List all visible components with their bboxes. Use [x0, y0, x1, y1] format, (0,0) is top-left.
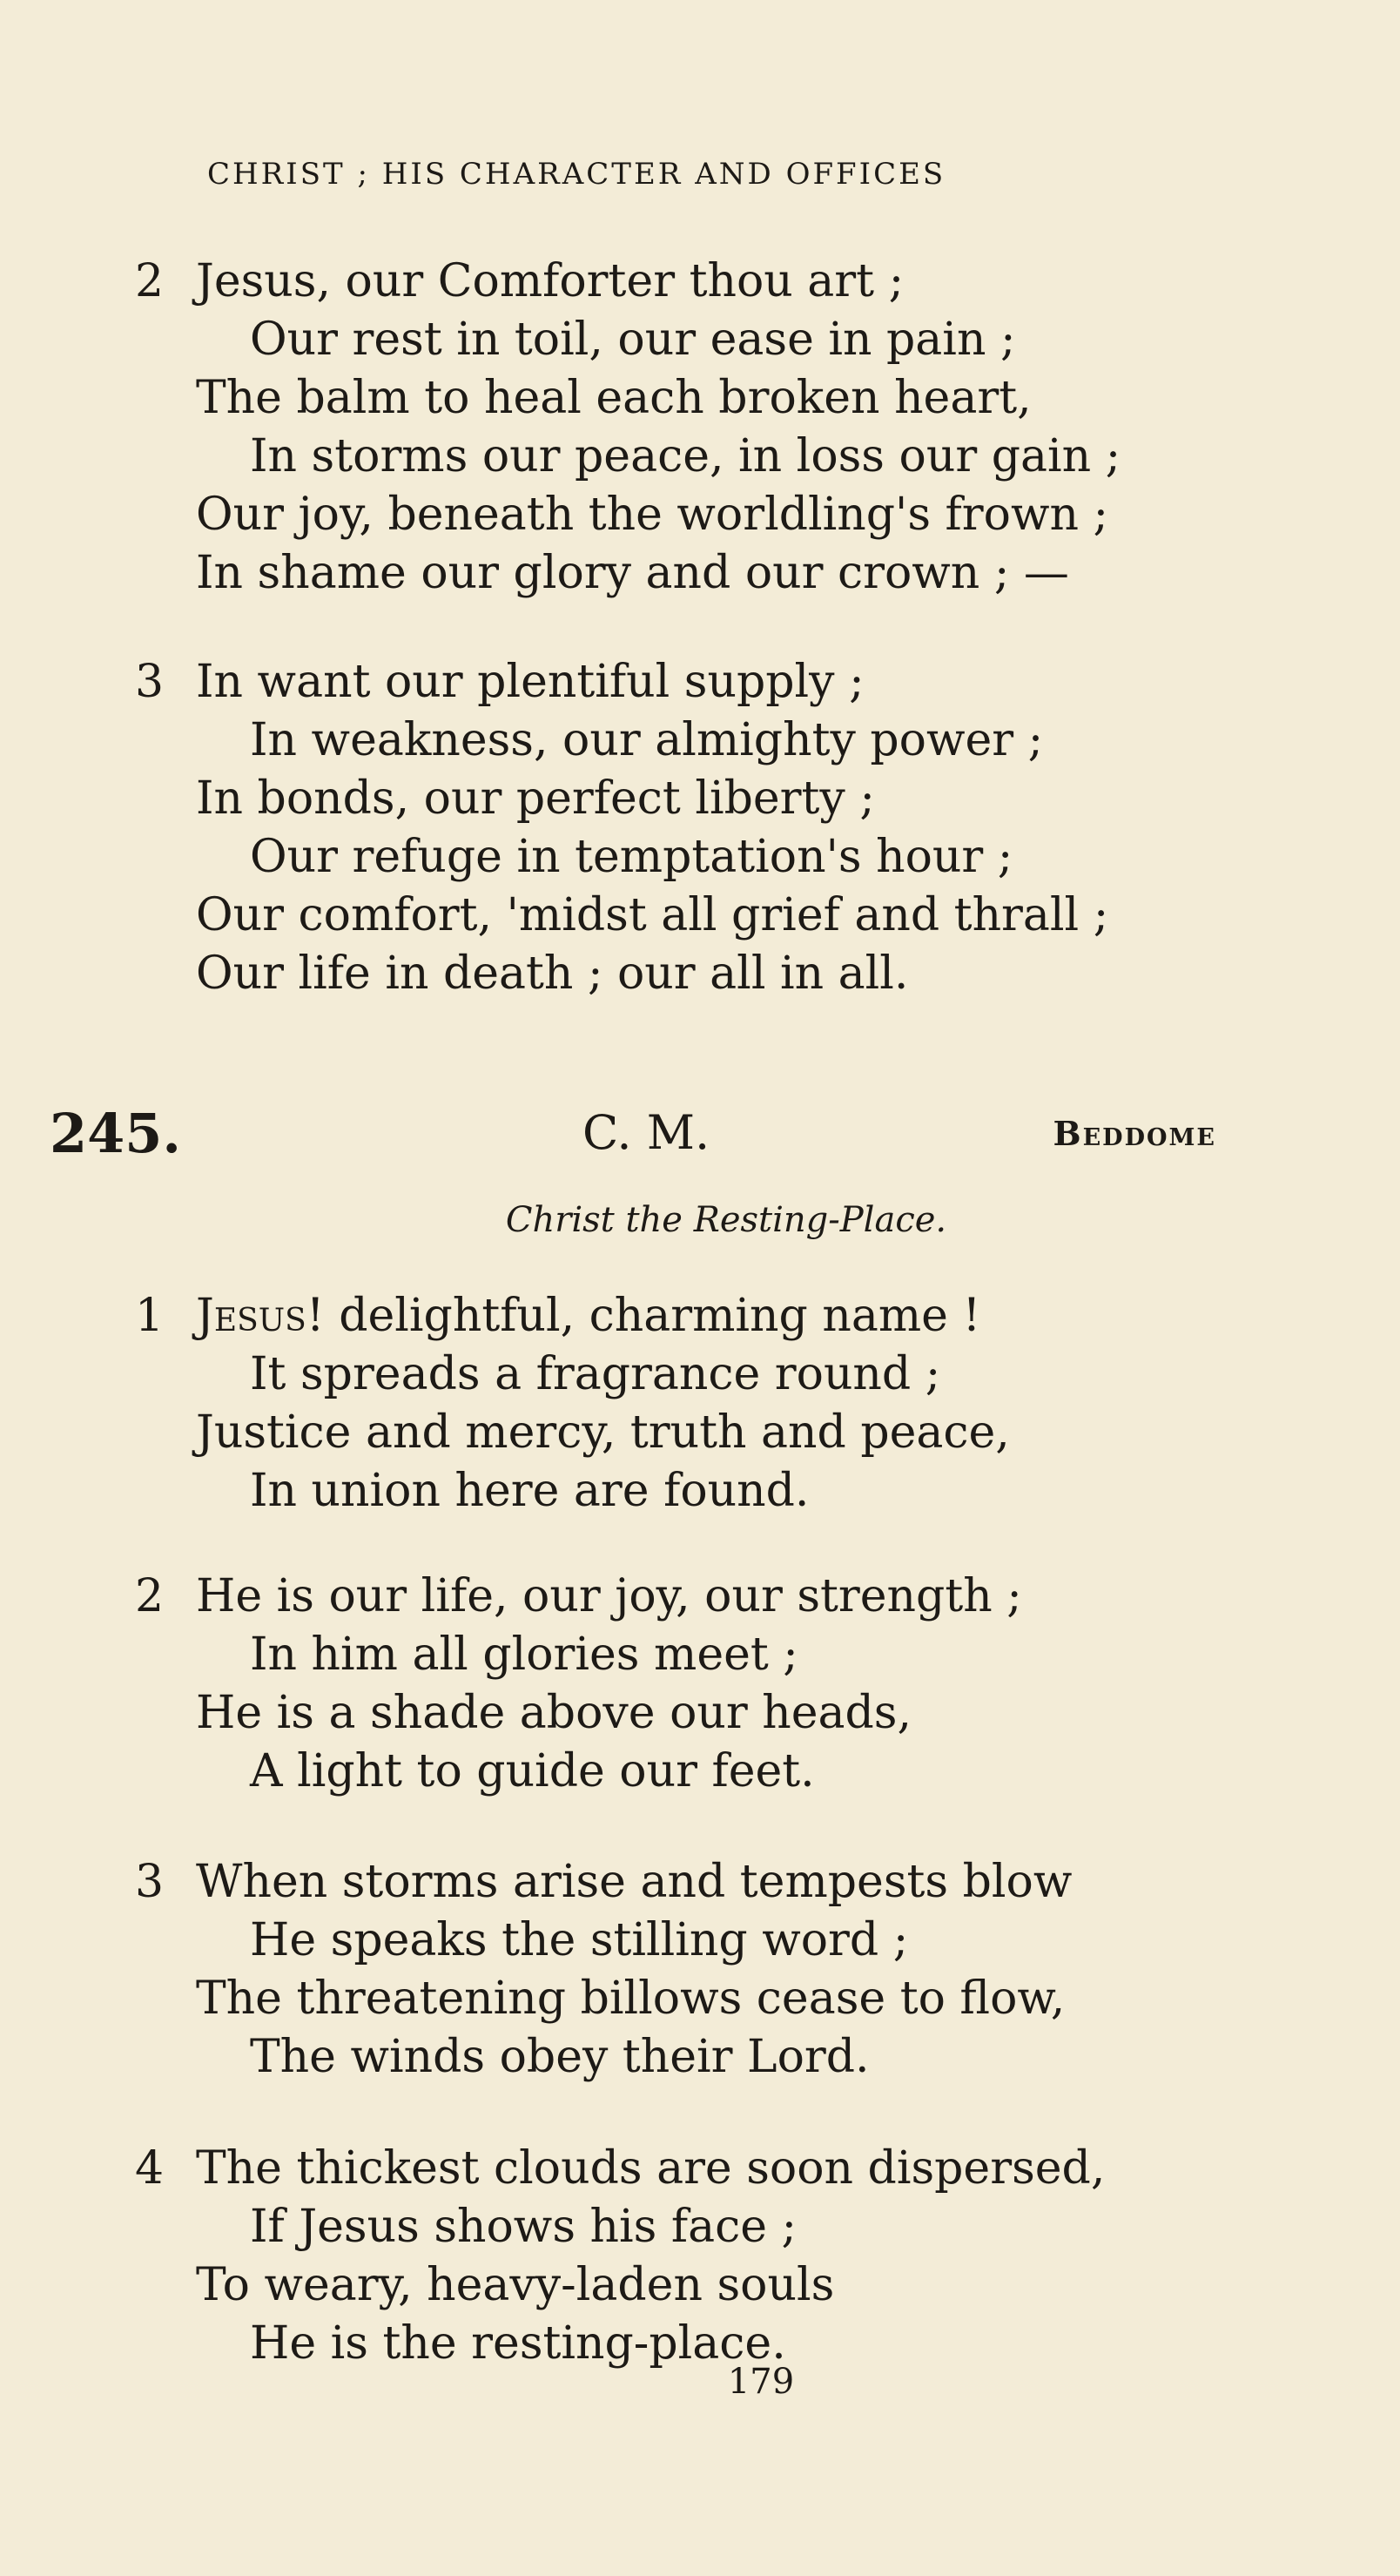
stanza-number: 3: [135, 656, 165, 708]
stanza-line: If Jesus shows his face ;: [250, 2201, 798, 2253]
stanza-number: 3: [135, 1856, 165, 1908]
prev-stanza-2: [135, 253, 1232, 603]
stanza-line: A light to guide our feet.: [250, 1745, 815, 1797]
stanza-line: In shame our glory and our crown ; —: [196, 547, 1069, 599]
stanza-line: He is a shade above our heads,: [196, 1687, 912, 1739]
hymn-stanza-3: [135, 1853, 1232, 2087]
stanza-line: In him all glories meet ;: [250, 1629, 798, 1681]
page-number: 179: [727, 2362, 795, 2402]
stanza-line: 3 In want our plentiful supply ;: [135, 653, 1232, 711]
prev-stanza-3: [135, 653, 1232, 1003]
stanza-line: Our joy, beneath the worldling's frown ;: [196, 489, 1108, 541]
stanza-line: In union here are found.: [250, 1465, 810, 1517]
stanza-number: 4: [135, 2142, 165, 2195]
hymn-author: Beddome: [1053, 1114, 1216, 1153]
stanza-line: 4 The thickest clouds are soon dispersed,: [135, 2140, 1232, 2198]
stanza-line: The winds obey their Lord.: [250, 2031, 870, 2083]
stanza-line: Our comfort, 'midst all grief and thrall ;: [196, 889, 1109, 941]
stanza-line: The threatening billows cease to flow,: [196, 1972, 1066, 2025]
hymn-stanza-1: [135, 1287, 1232, 1521]
stanza-line: In storms our peace, in loss our gain ;: [250, 430, 1121, 482]
hymn-meter: C. M.: [582, 1105, 710, 1160]
stanza-line: He is the resting-place.: [250, 2317, 786, 2370]
hymn-header: [50, 1102, 1216, 1171]
stanza-line: 2 He is our life, our joy, our strength ;: [135, 1568, 1232, 1626]
stanza-number: 1: [135, 1290, 165, 1342]
stanza-line: Justice and mercy, truth and peace,: [196, 1406, 1010, 1459]
stanza-line: To weary, heavy-laden souls: [196, 2259, 835, 2311]
stanza-line: The balm to heal each broken heart,: [196, 372, 1032, 424]
stanza-line: In bonds, our perfect liberty ;: [196, 772, 875, 825]
stanza-line: 1 Jesus! delightful, charming name !: [135, 1287, 1232, 1345]
stanza-line: 3 When storms arise and tempests blow: [135, 1853, 1232, 1912]
hymn-subtitle: Christ the Resting-Place.: [505, 1200, 947, 1240]
stanza-line: Our life in death ; our all in all.: [196, 947, 909, 1000]
running-head: CHRIST ; HIS CHARACTER AND OFFICES: [207, 157, 946, 192]
stanza-line: Our rest in toil, our ease in pain ;: [250, 314, 1016, 366]
stanza-line: He speaks the stilling word ;: [250, 1914, 909, 1966]
stanza-line: Our refuge in temptation's hour ;: [250, 831, 1013, 883]
hymn-stanza-2: [135, 1568, 1232, 1801]
stanza-line: 2 Jesus, our Comforter thou art ;: [135, 253, 1232, 311]
first-word: Jesus: [196, 1290, 306, 1342]
stanza-number: 2: [135, 1570, 165, 1622]
stanza-number: 2: [135, 255, 165, 307]
stanza-line: It spreads a fragrance round ;: [250, 1348, 941, 1400]
stanza-line: In weakness, our almighty power ;: [250, 714, 1044, 766]
hymn-stanza-4: [135, 2140, 1232, 2373]
hymn-number: 245.: [50, 1102, 182, 1165]
